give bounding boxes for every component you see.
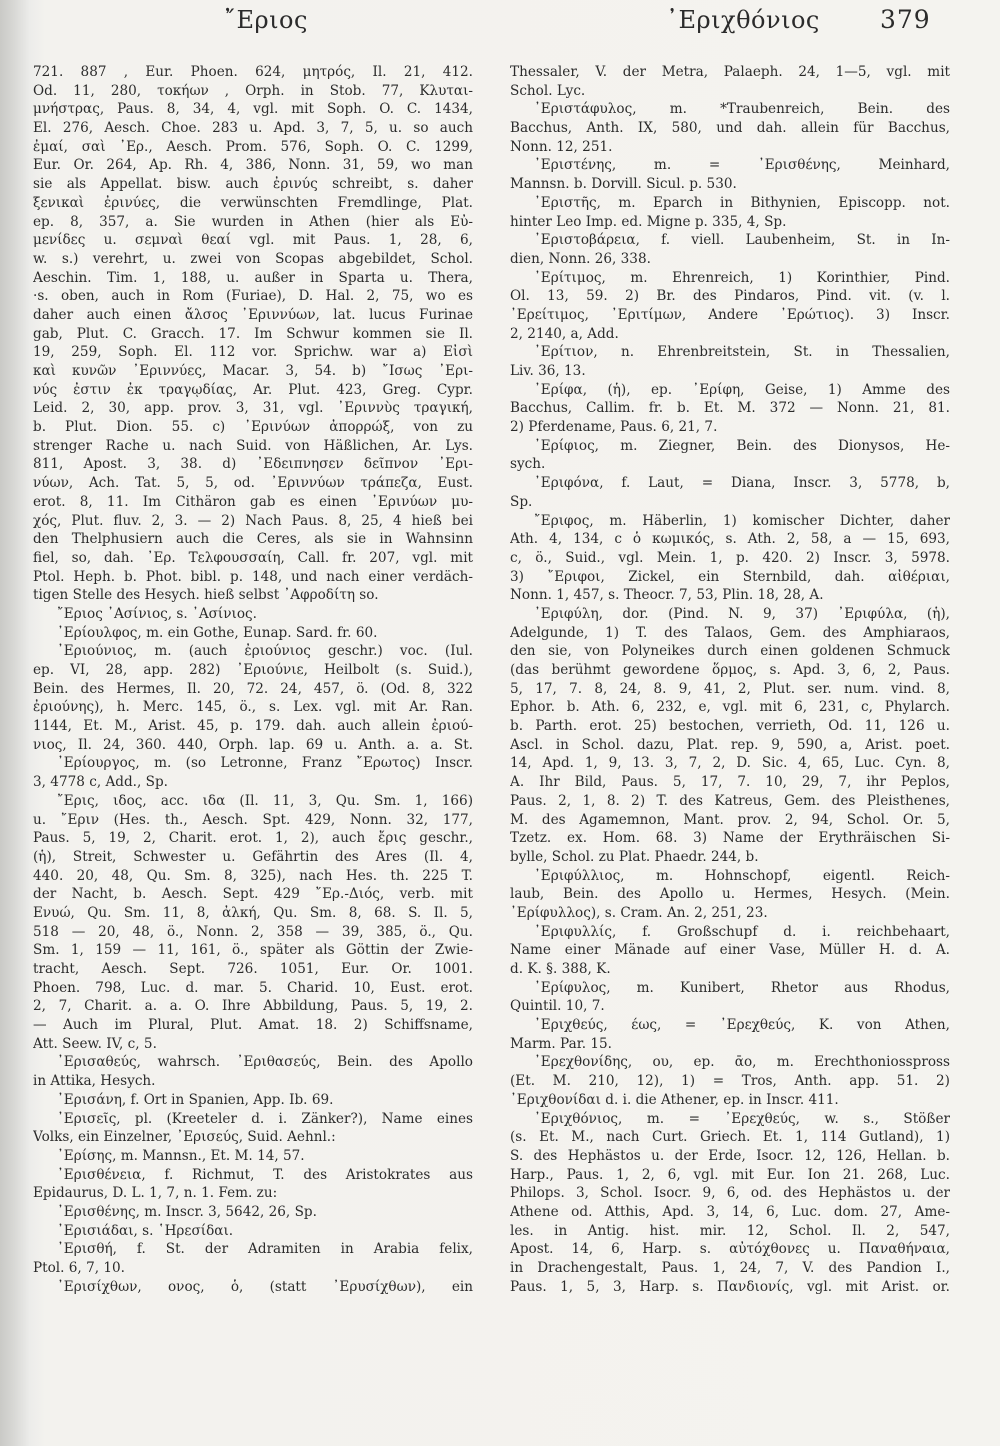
right-column [510,63,950,1296]
entry-headword-line: ᾿Εριφύλλιος, m. Hohnschopf, eigentl. Reich- [534,867,950,884]
text-line: — Auch im Plural, Plut. Amat. 18. 2) Schiffsname, [33,1017,473,1034]
entry-headword-line: ᾿Ερίφυλος, m. Kunibert, Rhetor aus Rhodus, [534,979,950,996]
text-line: μενίδες u. σεμναὶ θεαί vgl. mit Paus. 1, 28, 6, [33,232,473,249]
text-line: ᾿Εριχθονίδαι d. i. die Athener, ep. in Inscr. 411. [510,1091,839,1108]
text-line: c, ö., Suid., vgl. Mein. 1, p. 420. 2) Inscr. 3, 5978. [510,549,950,566]
text-line: 2, 7, Charit. a. a. O. Ihre Abbildung, Paus. 5, 19, 2. [33,998,473,1015]
text-line: S. des Hephästos u. der Erde, Isocr. 12, 126, Hellan. b. [510,1147,950,1164]
text-line: w. s.) verehrt, u. zwei von Scopas abgebildet, Schol. [33,250,473,267]
text-line: les. in Antig. hist. mir. 12, Schol. Il. 2, 547, [510,1222,950,1239]
text-line: Volks, ein Einzelner, ᾿Ερισεύς, Suid. Aehnl.: [33,1129,336,1146]
text-line: Od. 11, 280, τοκήων , Orph. in Stob. 77, Κλυται- [33,82,473,99]
text-line: Ενυώ, Qu. Sm. 11, 8, ἀλκή, Qu. Sm. 8, 68. S. Il. 5, [33,904,473,921]
entry-headword-line: ᾿Ερεχθονίδης, ου, ep. ᾱο, m. Erechthoniosspross [534,1054,950,1071]
text-line: sie als Appellat. bisw. auch ἐρινύς schreibt, s. daher [33,176,473,193]
text-line: Ascl. in Schol. dazu, Plat. rep. 9, 590, a, Arist. poet. [510,736,950,753]
text-line: Leid. 2, 30, app. prov. 3, 31, vgl. ᾿Εριννὺς τραγική, [33,400,473,417]
text-line: u. ῎Εριν (Hes. th., Aesch. Spt. 429, Nonn. 32, 177, [33,811,473,828]
entry-headword-line: ᾿Ερίτιμος, m. Ehrenreich, 1) Korinthier, Pind. [534,269,950,286]
text-line: 518 — 20, 48, ö., Nonn. 2, 358 — 39, 385, ö., Qu. [33,923,473,940]
text-line: Bacchus, Callim. fr. b. Et. M. 372 — Nonn. 21, 81. [510,400,950,417]
text-line: νύς ἐστιν ἐκ τραγῳδίας, Ar. Plut. 423, Greg. Cypr. [33,381,473,398]
text-line: 1144, Et. M., Arist. 45, p. 179. dah. auch allein ἐριού- [33,718,473,735]
entry-headword-line: ᾿Εριστοβάρεια, f. viell. Laubenheim, St. in In- [534,232,950,249]
text-line: Nonn. 12, 251. [510,138,613,155]
text-line: Tzetz. ex. Hom. 68. 3) Name der Erythräischen Si- [510,830,950,847]
text-line: tracht, Aesch. Sept. 726. 1051, Eur. Or. 1001. [33,961,473,977]
entry-headword-line: ᾿Ερισαθεύς, wahrsch. ᾿Εριθασεύς, Bein. des Apollo [57,1054,473,1071]
entry-headword-line: ᾿Ερίσης, m. Mannsn., Et. M. 14, 57. [57,1147,305,1164]
text-line: Schol. Lyc. [510,82,586,99]
text-line: ᾿Ερείτιμος, ᾿Εριτίμων, Andere ᾿Ερώτιος). 3) Inscr. [510,306,950,323]
text-line: Philops. 3, Schol. Isocr. 9, 6, od. des Hephästos u. der [510,1185,950,1202]
text-line: d. K. §. 388, K. [510,961,611,977]
text-line: καὶ κυνῶν ᾿Εριννύες, Macar. 3, 54. b) ῎Ισως ᾿Ερι- [33,363,473,379]
header-left-catchword: ῎Εριος [224,6,308,34]
text-line: der Nacht, b. Aesch. Sept. 429 ῎Ερ.-Διός, verb. mit [33,886,473,903]
text-line: Bein. des Hermes, Il. 20, 72. 24, 457, ö. (Od. 8, 322 [33,680,473,697]
text-line: erot. 8, 11. Im Cithäron gab es einen ᾿Ερινύων μυ- [33,493,473,510]
text-line: 721. 887 , Eur. Phoen. 624, μητρός, Il. 21, 412. [33,64,473,80]
text-line: Mannsn. b. Dorvill. Sicul. p. 530. [510,176,737,193]
text-line: Ptol. Heph. b. Phot. bibl. p. 148, und nach einer verdäch- [33,568,473,585]
text-line: in Drachengestalt, Paus. 1, 24, 7, V. des Pandion I., [510,1260,950,1276]
entry-headword-line: ᾿Εριφόνα, f. Laut, = Diana, Inscr. 3, 5778, b, [534,475,950,492]
entry-headword-line: ῎Ερις, ιδος, acc. ιδα (Il. 11, 3, Qu. Sm. 1, 166) [57,792,473,809]
text-line: (Et. M. 210, 12), 1) = Tros, Anth. app. 51. 2) [510,1073,950,1090]
text-line: χός, Plut. fluv. 2, 3. — 2) Nach Paus. 8, 25, 4 hieß bei [33,512,473,529]
text-line: (das berühmt gewordene ὅρμος, s. Apd. 3, 6, 2, Paus. [510,662,950,678]
text-line: (s. Et. M., nach Curt. Griech. Et. 1, 114 Gutland), 1) [510,1129,950,1146]
entry-headword-line: ᾿Ερίτιον, n. Ehrenbreitstein, St. in Thessalien, [534,344,950,361]
text-line: 2) Pferdename, Paus. 6, 21, 7. [510,419,718,436]
text-line: Nonn. 1, 457, s. Theocr. 7, 53, Plin. 18, 28, A. [510,587,824,604]
text-line: Name einer Mänade auf einer Vase, Müller H. d. A. [510,942,950,959]
entry-headword-line: ᾿Εριστῆς, m. Eparch in Bithynien, Episcopp. not. [534,194,950,211]
text-line: tigen Stelle des Hesych. hieß selbst ᾿Αφροδίτη so. [33,587,379,604]
text-line: b. Parth. erot. 25) bestochen, verrieth, Od. 11, 126 u. [510,718,950,735]
text-line: den Thelphusiern auch die Ceres, als sie in Wahnsinn [33,531,473,548]
entry-headword-line: ᾿Ερίουλφος, m. ein Gothe, Eunap. Sard. fr. 60. [57,624,378,641]
text-line: Athene od. Atthis, Apd. 3, 14, 6, Luc. dom. 27, Ame- [510,1203,950,1220]
text-line: Thessaler, V. der Metra, Palaeph. 24, 1—5, vgl. mit [510,64,950,80]
text-line: Harp., Paus. 1, 2, 6, vgl. mit Eur. Ion 21. 268, Luc. [510,1166,950,1183]
entry-headword-line: ῎Εριφος, m. Häberlin, 1) komischer Dichter, daher [534,512,950,529]
text-line: Bacchus, Anth. IX, 580, und dah. allein für Bacchus, [510,120,950,137]
entry-headword-line: ᾿Εριφυλλίς, f. Großschupf d. i. reichbehaart, [534,923,950,940]
text-line: sych. [510,456,546,473]
header-right-catchword: ᾿Εριχθόνιος [666,6,820,34]
text-line: νύων, Ach. Tat. 5, 5, od. ᾿Εριννύων τράπεζα, Eust. [33,475,473,492]
text-line: Ath. 4, 134, c ὁ κωμικός, s. Ath. 2, 58, a — 15, 693, [510,531,950,548]
text-line: Att. Seew. IV, c, 5. [33,1035,157,1052]
text-line: Ephor. b. Ath. 6, 232, e, vgl. mit 6, 231, c, Phylarch. [510,699,950,716]
text-line: fiel, so, dah. ᾿Ερ. Τελφουσσαίη, Call. fr. 207, vgl. mit [33,549,473,566]
text-line: 440. 20, 48, Qu. Sm. 8, 325), nach Hes. th. 225 T. [33,867,473,884]
text-line: (ἡ), Streit, Schwester u. Gefährtin des Ares (Il. 4, [33,848,473,865]
text-line: strenger Rache u. nach Suid. von Häßlichen, Ar. Lys. [33,437,473,454]
running-header [0,2,1000,46]
text-line: ·s. oben, auch in Rom (Furiae), D. Hal. 2, 75, wo es [33,288,473,305]
entry-headword-line: ᾿Εριστάφυλος, m. *Traubenreich, Bein. des [534,101,950,118]
entry-headword-line: ᾿Ερισθένεια, f. Richmut, T. des Aristokrates aus [57,1166,473,1183]
text-line: νιος, Il. 24, 360. 440, Orph. lap. 69 u. Anth. a. a. St. [33,736,473,753]
left-column [33,63,473,1296]
text-line: Epidaurus, D. L. 1, 7, n. 1. Fem. zu: [33,1185,278,1202]
text-line: 811, Apost. 3, 38. d) ᾿Εδειπνησεν δεῖπνον ᾿Ερι- [33,456,473,473]
text-line: in Attika, Hesych. [33,1073,156,1090]
text-line: ep. 8, 357, a. Sie wurden in Athen (hier als Εὐ- [33,213,473,230]
text-line: Paus. 5, 19, 2, Charit. erot. 1, 2), auch ἔρις geschr., [33,830,473,847]
entry-headword-line: ᾿Ερίουργος, m. (so Letronne, Franz ῎Ερωτος) Inscr. [57,755,473,772]
text-line: Phoen. 798, Luc. d. mar. 5. Charid. 10, Eust. erot. [33,979,473,996]
text-line: Marm. Par. 15. [510,1035,612,1052]
entry-headword-line: ᾿Ερισιάδαι, s. ῾Ηρεσίδαι. [57,1222,234,1239]
entry-headword-line: ᾿Εριφύλη, dor. (Pind. N. 9, 37) ᾿Εριφύλα, (ἡ), [534,605,950,622]
entry-headword-line: ᾿Ερισεῖς, pl. (Kreeteler d. i. Zänker?), Name eines [57,1110,473,1127]
text-line: 3) ῎Εριφοι, Zickel, ein Sternbild, dah. αἰθέριαι, [510,568,950,585]
text-line: 14, Apd. 1, 9, 13. 3, 7, 2, D. Sic. 4, 65, Luc. Cyn. 8, [510,755,950,772]
text-line: Paus. 2, 1, 8. 2) T. des Katreus, Gem. des Pleisthenes, [510,792,950,809]
text-line: 19, 259, Soph. El. 112 vor. Sprichw. war a) Εἰσὶ [33,344,473,361]
text-line: Liv. 36, 13. [510,363,586,379]
entry-headword-line: ᾿Ερισάνη, f. Ort in Spanien, App. Ib. 69. [57,1091,334,1108]
text-line: ἐμαί, σαὶ ᾿Ερ., Aesch. Prom. 576, Soph. O. C. 1299, [33,138,473,155]
text-line: hinter Leo Imp. ed. Migne p. 335, 4, Sp. [510,213,787,230]
entry-headword-line: ᾿Ερίφα, (ἡ), ep. ᾿Ερίφη, Geise, 1) Amme des [534,381,950,398]
text-line: den sie, von Polyneikes durch einen goldenen Schmuck [510,643,950,660]
entry-headword-line: ᾿Ερισθένης, m. Inscr. 3, 5642, 26, Sp. [57,1203,317,1220]
entry-headword-line: ᾿Ερισθή, f. St. der Adramiten in Arabia felix, [57,1241,473,1258]
text-line: μνήστρας, Paus. 8, 34, 4, vgl. mit Soph. O. C. 1434, [33,101,473,118]
entry-headword-line: ᾿Ερίφιος, m. Ziegner, Bein. des Dionysos, He- [534,437,950,454]
text-line: Quintil. 10, 7. [510,998,605,1015]
text-line: M. des Agamemnon, Mant. prov. 2, 94, Schol. Or. 5, [510,811,950,828]
text-line: 5, 17, 7. 8, 24, 8. 9, 41, 2, Plut. ser. num. vind. 8, [510,680,950,697]
entry-headword-line: ᾿Εριχθεύς, έως, = ᾿Ερεχθεύς, K. von Athen, [534,1017,950,1034]
text-line: Sm. 1, 159 — 11, 161, ö., später als Göttin der Zwie- [33,942,473,959]
text-line: Paus. 1, 5, 3, Harp. s. Πανδιονίς, vgl. mit Arist. or. [510,1278,950,1295]
text-line: Ptol. 6, 7, 10. [33,1260,125,1276]
text-line: gab, Plut. C. Gracch. 17. Im Schwur kommen sie Il. [33,325,473,342]
text-line: daher auch einen ἄλσος ᾿Εριννύων, lat. lucus Furinae [33,306,473,323]
text-line: dien, Nonn. 26, 338. [510,250,651,267]
entry-headword-line: ᾿Εριούνιος, m. (auch ἐριούνιος geschr.) voc. (Iul. [57,643,473,660]
text-line: Eur. Or. 264, Ap. Rh. 4, 386, Nonn. 31, 59, wo man [33,157,473,174]
entry-headword-line: ῎Εριος ᾿Ασίνιος, s. ᾿Ασίνιος. [57,605,257,622]
page-number: 379 [880,5,931,34]
entry-headword-line: ᾿Εριχθόνιος, m. = ᾿Ερεχθεύς, w. s., Stößer [534,1110,950,1127]
entry-headword-line: ᾿Εριστένης, m. = ᾿Ερισθένης, Meinhard, [534,157,950,174]
text-line: bylle, Schol. zu Plat. Phaedr. 244, b. [510,848,759,865]
text-line: laub, Bein. des Apollo u. Hermes, Hesych. (Mein. [510,886,950,903]
text-line: Ol. 13, 59. 2) Br. des Pindaros, Pind. vit. (v. l. [510,288,950,305]
text-line: ἐριούνης), h. Merc. 145, ö., s. Lex. vgl. mit Ar. Ran. [33,699,473,716]
text-line: ᾿Ερίφυλλος), s. Cram. An. 2, 251, 23. [510,904,768,921]
text-line: b. Plut. Dion. 55. c) ᾿Ερινύων ἀπορρώξ, von zu [33,419,473,436]
text-line: A. Ihr Bild, Paus. 5, 17, 7. 10, 29, 7, ihr Peplos, [510,774,950,791]
text-line: Apost. 14, 6, Harp. s. αὐτόχθονες u. Παναθήναια, [510,1241,950,1258]
text-line: El. 276, Aesch. Choe. 283 u. Apd. 3, 7, 5, u. so auch [33,120,473,137]
entry-headword-line: ᾿Ερισίχθων, ονος, ὁ, (statt ᾿Ερυσίχθων), ein [57,1278,473,1295]
text-line: Sp. [510,493,533,510]
text-line: ξενικαὶ ἐρινύες, die verwünschten Fremdlinge, Plat. [33,194,473,211]
text-line: 2, 2140, a, Add. [510,325,619,342]
text-line: ep. VI, 28, app. 282) ᾿Εριούνιε, Heilbolt (s. Suid.), [33,662,473,678]
text-line: 3, 4778 c, Add., Sp. [33,774,168,791]
text-line: Adelgunde, 1) T. des Talaos, Gem. des Amphiaraos, [510,624,950,641]
text-line: Aeschin. Tim. 1, 188, u. außer in Sparta u. Thera, [33,269,473,286]
